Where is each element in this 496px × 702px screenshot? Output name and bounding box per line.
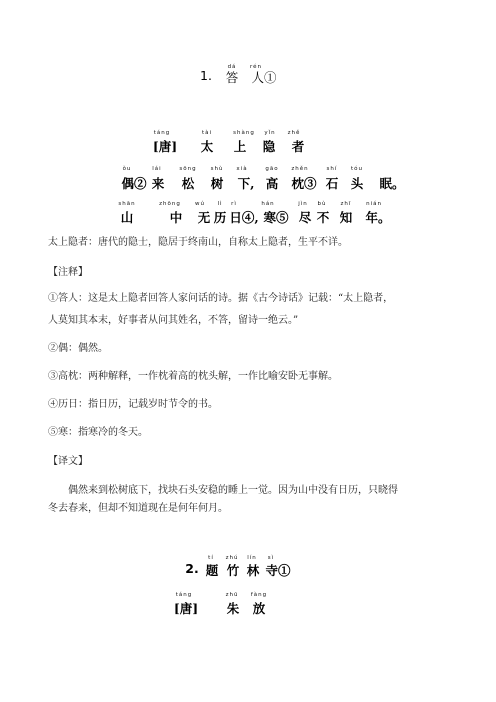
verse-char: 无 [197,210,211,225]
pinyin: zhě [287,130,301,136]
verse-char: 年。 [365,210,391,225]
author-char: 隐 [262,139,276,154]
pinyin: hán [261,201,275,207]
verse-char: 日④, [229,210,259,225]
pinyin: sōng [179,166,197,172]
pinyin: lì [217,201,223,207]
verse-char: 知 [339,210,353,225]
translation-heading: 【译文】 [48,456,88,467]
poem1-author-line [0,137,496,153]
verse-char: 寒⑤ [263,210,289,225]
title-char: 林 [246,563,260,578]
verse-char: 尽 [298,210,312,225]
title-char: 竹 [226,563,240,578]
pinyin: jìn [298,201,308,207]
pinyin: ǒu [122,166,132,172]
title-char: 题 [205,563,219,578]
poem1-line2 [0,208,496,224]
verse-char: 偶② [121,176,147,191]
poem1-line1 [0,174,496,190]
title-char: 人① [251,70,277,85]
author-char: 朱 [226,601,240,616]
pinyin: shān [118,201,136,207]
pinyin: dá [227,64,237,70]
pinyin: sì [267,555,275,561]
pinyin: rì [231,201,237,207]
title-char: 寺① [265,563,291,578]
dynasty-label: [唐] [152,139,178,154]
verse-char: 历 [213,210,227,225]
translation-line-1: 偶然来到松树底下，找块石头安稳的睡上一觉。因为山中没有日历，只晓得 [68,485,398,496]
note-4: ④历日：指日历，记载岁时节令的书。 [48,399,218,410]
author-char: 放 [252,601,266,616]
pinyin: tài [201,130,213,136]
poem2-author-line [0,599,496,615]
author-char: 太 [200,139,214,154]
poem1-title [0,68,496,84]
pinyin: táng [175,592,193,598]
pinyin: táng [153,130,171,136]
author-intro: 太上隐者：唐代的隐士，隐居于终南山，自称太上隐者，生平不详。 [48,237,348,248]
pinyin: shàng [233,130,255,136]
pinyin: zhōng [159,201,181,207]
note-5: ⑤寒：指寒冷的冬天。 [48,427,148,438]
pinyin: tóu [350,166,364,172]
title-char: 答 [225,70,239,85]
verse-char: 枕③ [291,176,317,191]
verse-char: 松 [181,176,195,191]
verse-char: 来 [151,176,165,191]
verse-char: 眠。 [379,176,405,191]
pinyin: nián [366,201,382,207]
pinyin: yǐn [264,130,276,136]
translation-line-2: 冬去春来，但却不知道现在是何年何月。 [48,503,228,514]
author-char: 上 [233,139,247,154]
pinyin: zhī [340,201,352,207]
pinyin: bù [317,201,327,207]
verse-char: 不 [316,210,330,225]
poem-number: 1. [200,68,212,83]
verse-char: 头 [350,176,364,191]
pinyin: wú [195,201,205,207]
verse-char: 石 [325,176,339,191]
pinyin: lái [152,166,162,172]
note-3: ③高枕：两种解释，一作枕着高的枕头解，一作比喻安卧无事解。 [48,371,338,382]
pinyin: fàng [250,592,268,598]
pinyin: rén [249,64,263,70]
verse-char: 树 [210,176,224,191]
pinyin: lín [247,555,257,561]
note-1-line-1: ①答人：这是太上隐者回答人家问话的诗。据《古今诗话》记载：“太上隐者， [48,293,394,304]
pinyin: zhū [225,592,239,598]
pinyin: zhěn [291,166,309,172]
pinyin: xià [236,166,248,172]
poem-number: 2. [185,561,199,576]
note-1-line-2: 人莫知其本末，好事者从问其姓名，不答，留诗一绝云。” [48,315,299,326]
pinyin: shí [326,166,338,172]
pinyin: zhú [225,555,239,561]
verse-char: 中 [169,210,183,225]
verse-char: 山 [120,210,134,225]
poem2-title [0,561,496,577]
verse-char: 高 [265,176,279,191]
pinyin: tí [208,555,214,561]
note-2: ②偶：偶然。 [48,343,108,354]
author-char: 者 [291,139,305,154]
pinyin: shù [210,166,224,172]
dynasty-label: [唐] [173,601,199,616]
notes-heading: 【注释】 [48,267,88,278]
pinyin: gāo [265,166,279,172]
verse-char: 下, [237,176,255,191]
